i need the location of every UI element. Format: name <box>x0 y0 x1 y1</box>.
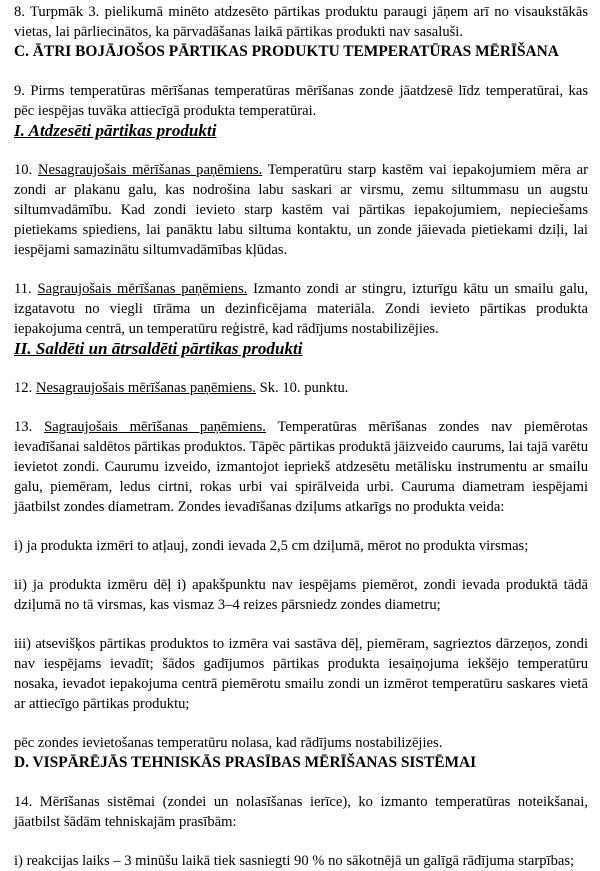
paragraph-12-number: 12. <box>14 380 33 396</box>
subsection-frozen-heading <box>14 339 588 359</box>
paragraph-14: 14. Mērīšanas sistēmai (zondei un nolasīšanas ierīce), ko izmanto temperatūras noteikšanai, jāatbilst šādām tehniskajām prasībām: <box>14 794 588 830</box>
paragraph-13-text: Temperatūras mērīšanas zondes nav piemērotas ievadīšanai saldētos pārtikas produktos. Tāpēc pārtikas produktā jāizveido caurums, lai tajā varētu ievietot zondi. Caurumu izveido, izmantojot iepriekš atdzesētu metālisku instrumentu ar smailu galu, piemēram, ledus cirtni, rokas urbi vai spirālveida urbi. Cauruma diametram iespējami jāatbilst zondes diametram. Zondes ievadīšanas dziļums atkarīgs no produkta veida: <box>14 419 588 515</box>
section-c-heading: C. ĀTRI BOJĀJOŠOS PĀRTIKAS PRODUKTU TEMPERATŪRAS MĒRĪŠANA <box>14 43 559 60</box>
subsection-chilled-heading <box>14 121 588 141</box>
paragraph-11 <box>14 279 588 339</box>
paragraph-8: 8. Turpmāk 3. pielikumā minēto atdzesēto pārtikas produktu paraugi jāņem arī no visaukstākās vietas, lai pārliecinātos, ka pārvadāšanas laikā pārtikas produkti nav sasaluši. <box>14 4 588 40</box>
paragraph-13 <box>14 417 588 517</box>
list-item-ii: ii) ja produkta izmēru dēļ i) apakšpunktu nav iespējams piemērot, zondi ievada produktā tādā dziļumā no tā virsmas, kas vismaz 3–4 reizes pārsniedz zondes diametru; <box>14 577 588 613</box>
paragraph-12-text: Sk. 10. punktu. <box>259 380 349 396</box>
paragraph-12 <box>14 378 588 398</box>
closing-sentence: pēc zondes ievietošanas temperatūru nolasa, kad rādījums nostabilizējies. <box>14 735 443 751</box>
list-item-iii: iii) atsevišķos pārtikas produktos to izmēra vai sastāva dēļ, piemēram, sagrieztos dārzeņos, zondi nav iespējams ievadīt; šādos gadījumos pārtikas produkta iesaiņojuma iekšējo temperatūru nosaka, ievadot iepakojuma centrā piemērotu smailu zondi un izmērot temperatūru saskares vietā ar attiecīgo pārtikas produktu; <box>14 636 588 712</box>
paragraph-10 <box>14 160 588 260</box>
paragraph-11-number: 11. <box>14 281 32 297</box>
paragraph-13-number: 13. <box>14 419 33 435</box>
paragraph-13-term: Sagraujošais mērīšanas paņēmiens. <box>44 419 266 435</box>
paragraph-10-text: Temperatūru starp kastēm vai iepakojumiem mēra ar zondi ar plakanu galu, kas nodrošina labu saskari ar virsmu, zemu siltummasu un augstu siltumvadāmību. Kad zondi ievieto starp kastēm vai pārtikas iepakojumiem, nepieciešams pietiekams spiediens, lai panāktu labu siltuma kontaktu, un zonde jāievada pietiekami dziļi, lai iespējami samazinātu siltumvadāmības kļūdas. <box>14 162 589 258</box>
requirement-item-i: i) reakcijas laiks – 3 minūšu laikā tiek sasniegti 90 % no sākotnējā un galīgā rādījuma starpības; <box>14 853 575 869</box>
document-page <box>14 2 588 871</box>
paragraph-11-text: Izmanto zondi ar stingru, izturīgu kātu un smailu galu, izgatavotu no viegli tīrāma un dezinficējama materiāla. Zondi ievieto pārtikas produkta iepakojuma centrā, un temperatūru reģistrē, kad rādījums nostabilizējies. <box>14 281 588 337</box>
paragraph-11-term: Sagraujošais mērīšanas paņēmiens. <box>37 281 248 297</box>
paragraph-10-term: Nesagraujošais mērīšanas paņēmiens. <box>38 162 263 178</box>
paragraph-12-term: Nesagraujošais mērīšanas paņēmiens. <box>35 380 256 396</box>
list-item-i: i) ja produkta izmēri to atļauj, zondi ievada 2,5 cm dziļumā, mērot no produkta virsmas; <box>14 538 529 554</box>
paragraph-10-number: 10. <box>14 162 33 178</box>
subsection-chilled-heading-text: I. Atdzesēti pārtikas produkti <box>14 121 217 140</box>
subsection-frozen-heading-text: II. Saldēti un ātrsaldēti pārtikas produkti <box>14 339 303 358</box>
paragraph-9: 9. Pirms temperatūras mērīšanas temperatūras mērīšanas zonde jāatdzesē līdz temperatūrai, kas pēc iespējas tuvāka attiecīgā produkta temperatūrai. <box>14 83 588 119</box>
section-d-heading: D. VISPĀRĒJĀS TEHNISKĀS PRASĪBAS MĒRĪŠANAS SISTĒMAI <box>14 754 477 771</box>
